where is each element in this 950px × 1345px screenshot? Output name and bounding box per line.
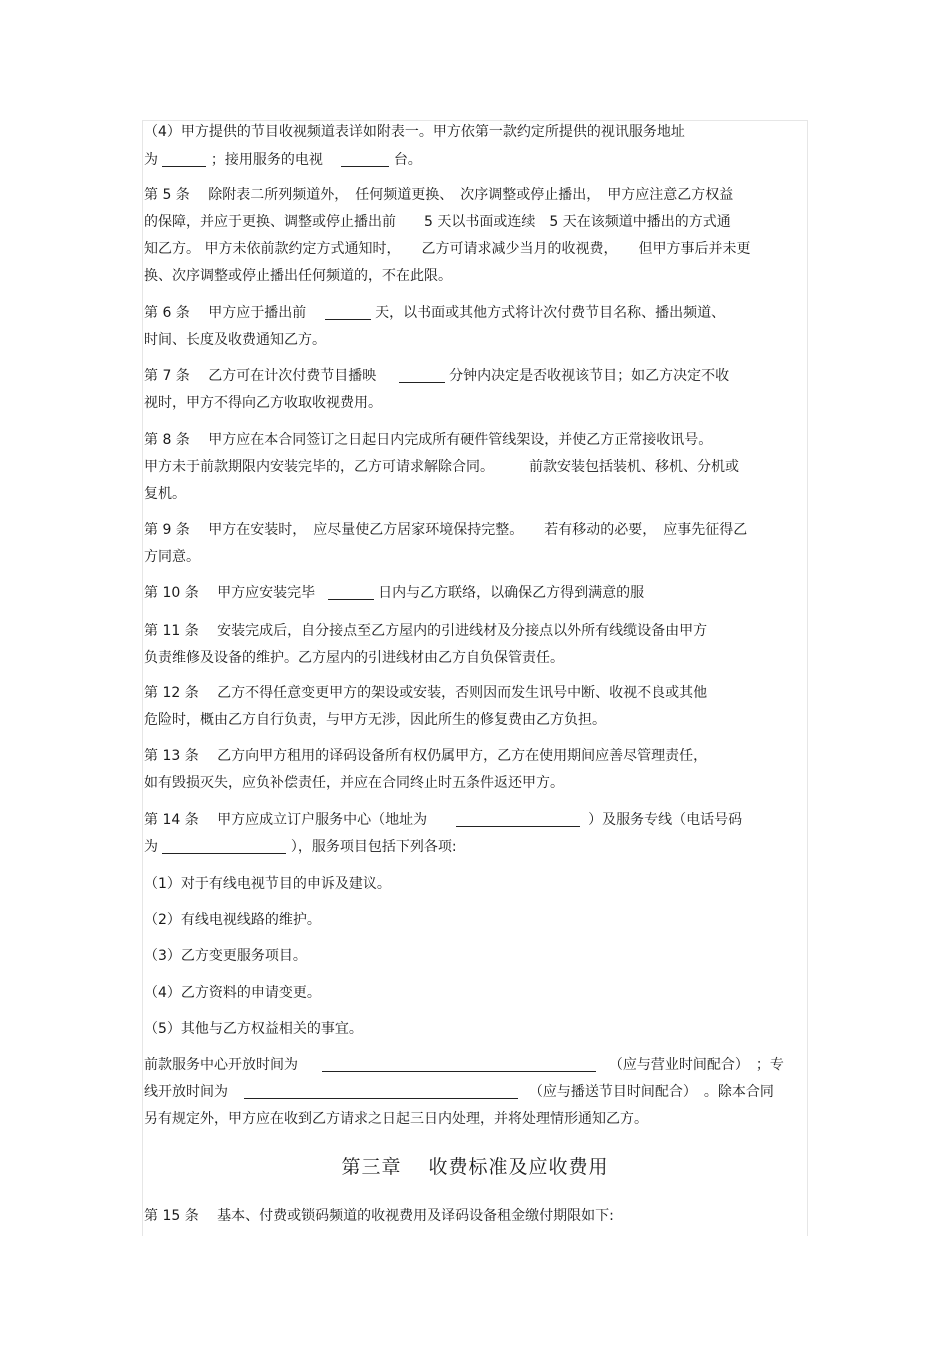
fill-blank — [162, 152, 206, 167]
article-15-line: 第 15 条 基本、付费或锁码频道的收视费用及译码设备租金缴付期限如下: — [144, 1208, 614, 1224]
fill-blank — [322, 1057, 596, 1072]
article-14-line: 为 ），服务项目包括下列各项: — [144, 839, 457, 855]
service-hours-line: 线开放时间为 （应与播送节目时间配合） 。除本合同 — [144, 1084, 774, 1100]
fill-blank — [341, 152, 389, 167]
fill-blank — [456, 812, 580, 827]
list-item: （4）乙方资料的申请变更。 — [144, 985, 321, 1001]
paragraph-line: （4）甲方提供的节目收视频道表详如附表一。甲方依第一款约定所提供的视讯服务地址 — [144, 124, 685, 140]
article-13-line: 第 13 条 乙方向甲方租用的译码设备所有权仍属甲方，乙方在使用期间应善尽管理责任， — [144, 748, 708, 764]
article-8-line: 甲方未于前款期限内安装完毕的，乙方可请求解除合同。 前款安装包括装机、移机、分机或 — [144, 459, 739, 475]
article-11-line: 第 11 条 安装完成后，自分接点至乙方屋内的引进线材及分接点以外所有线缆设备由甲方 — [144, 623, 708, 639]
service-hours-line: 另有规定外，甲方应在收到乙方请求之日起三日内处理，并将处理情形通知乙方。 — [144, 1111, 648, 1127]
article-10-line: 第 10 条 甲方应安装完毕 日内与乙方联络，以确保乙方得到满意的服 — [144, 585, 645, 601]
fill-blank — [325, 305, 371, 320]
chapter-number: 第三章 — [341, 1156, 402, 1178]
article-12-line: 第 12 条 乙方不得任意变更甲方的架设或安装，否则因而发生讯号中断、收视不良或其他 — [144, 685, 708, 701]
article-14-line: 第 14 条 甲方应成立订户服务中心（地址为 ）及服务专线（电话号码 — [144, 812, 743, 828]
list-item: （3）乙方变更服务项目。 — [144, 948, 307, 964]
article-9-line: 方同意。 — [144, 549, 200, 565]
service-hours-line: 前款服务中心开放时间为 （应与营业时间配合） ；专 — [144, 1057, 784, 1073]
article-6-line: 第 6 条 甲方应于播出前 天，以书面或其他方式将计次付费节目名称、播出频道、 — [144, 305, 726, 321]
article-8-line: 第 8 条 甲方应在本合同签订之日起日内完成所有硬件管线架设，并使乙方正常接收讯号。 — [144, 432, 713, 448]
fill-blank — [399, 368, 445, 383]
article-5-line: 的保障，并应于更换、调整或停止播出前 5 天以书面或连续 5 天在该频道中播出的方式通 — [144, 214, 731, 230]
article-7-line: 视时，甲方不得向乙方收取收视费用。 — [144, 395, 382, 411]
fill-blank — [244, 1084, 518, 1099]
article-5-line: 第 5 条 除附表二所列频道外， 任何频道更换、 次序调整或停止播出， 甲方应注意乙方权益 — [144, 187, 734, 203]
article-5-line: 知乙方。 甲方未依前款约定方式通知时， 乙方可请求减少当月的收视费， 但甲方事后并未更 — [144, 241, 751, 257]
fill-blank — [328, 585, 374, 600]
list-item: （1）对于有线电视节目的申诉及建议。 — [144, 876, 391, 892]
article-9-line: 第 9 条 甲方在安装时， 应尽量使乙方居家环境保持完整。 若有移动的必要， 应事先征得乙 — [144, 522, 748, 538]
chapter-heading — [0, 1155, 950, 1179]
article-5-line: 换、次序调整或停止播出任何频道的，不在此限。 — [144, 268, 452, 284]
chapter-title: 收费标准及应收费用 — [428, 1156, 609, 1178]
fill-blank — [162, 839, 286, 854]
article-13-line: 如有毁损灭失，应负补偿责任，并应在合同终止时五条件返还甲方。 — [144, 775, 564, 791]
list-item: （2）有线电视线路的维护。 — [144, 912, 321, 928]
list-item: （5）其他与乙方权益相关的事宜。 — [144, 1021, 363, 1037]
paragraph-line: 为 ；接用服务的电视 台。 — [144, 152, 422, 168]
article-6-line: 时间、长度及收费通知乙方。 — [144, 332, 326, 348]
article-7-line: 第 7 条 乙方可在计次付费节目播映 分钟内决定是否收视该节目；如乙方决定不收 — [144, 368, 730, 384]
article-12-line: 危险时，概由乙方自行负责，与甲方无涉，因此所生的修复费由乙方负担。 — [144, 712, 606, 728]
article-11-line: 负责维修及设备的维护。乙方屋内的引进线材由乙方自负保管责任。 — [144, 650, 564, 666]
article-8-line: 复机。 — [144, 486, 186, 502]
